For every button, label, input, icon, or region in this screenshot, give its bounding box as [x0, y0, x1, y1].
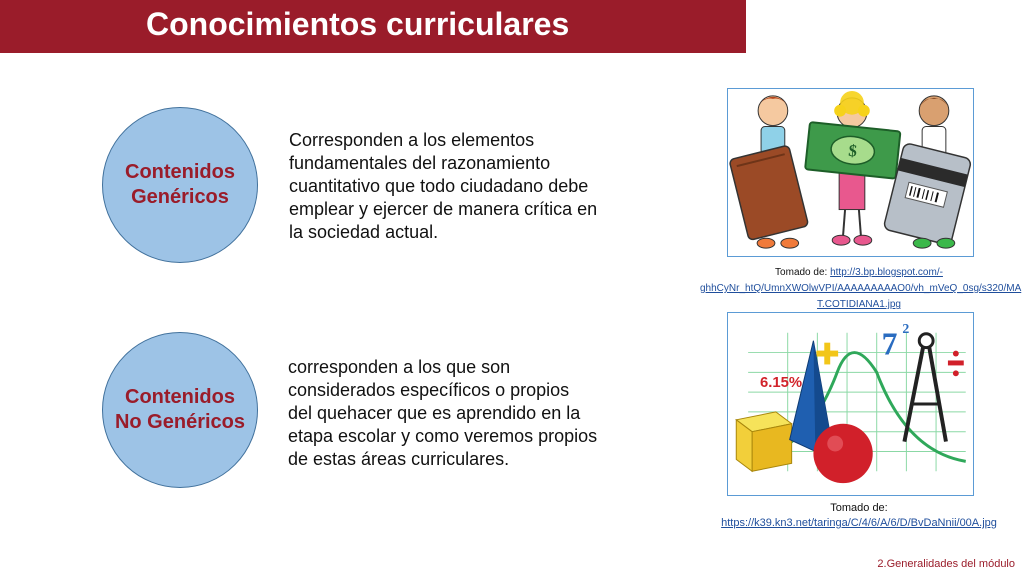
description-genericos: [289, 129, 597, 244]
text-line: etapa escolar y como veremos propios: [288, 426, 598, 446]
source-link[interactable]: https://k39.kn3.net/taringa/C/4/6/A/6/D/BvDaNnii/00A.jpg: [721, 517, 997, 529]
text-line: emplear y ejercer de manera crítica en: [289, 199, 598, 219]
caption-line: [700, 297, 1018, 313]
caption-line: [700, 516, 1018, 531]
percent-label: 6.15%: [759, 375, 803, 392]
source-link-line[interactable]: http://3.bp.blogspot.com/-: [830, 267, 943, 278]
source-link-line[interactable]: ghhCyNr_htQ/UmnXWOlwVPI/AAAAAAAAAO0/vh_mVeQ_0sg/s320/MA: [700, 283, 1022, 294]
exponent-label: 2: [902, 320, 910, 336]
description-no-genericos: [288, 356, 597, 471]
footer-module-label: 2.Generalidades del módulo: [877, 558, 1015, 570]
banknote-symbol: $: [847, 140, 858, 161]
text-line: corresponden a los que son: [288, 357, 511, 377]
caption-prefix: Tomado de:: [830, 502, 888, 514]
text-line: de estas áreas curriculares.: [288, 449, 510, 469]
math-shapes-illustration: [727, 312, 974, 496]
caption-line: [700, 281, 1022, 297]
slide-title: Conocimientos curriculares: [146, 6, 570, 42]
source-link-line[interactable]: T.COTIDIANA1.jpg: [817, 299, 901, 310]
text-line: la sociedad actual.: [289, 222, 439, 242]
math-shapes-drawing: [728, 313, 973, 495]
text-line: Corresponden a los elementos: [289, 130, 535, 150]
circle-label-line: Genéricos: [131, 186, 229, 208]
text-line: fundamentales del razonamiento: [289, 153, 551, 173]
kids-money-drawing: [728, 89, 973, 256]
circle-contenidos-no-genericos: [102, 332, 258, 488]
circle-contenidos-genericos: [102, 107, 258, 263]
circle-label-line: No Genéricos: [114, 411, 246, 433]
text-line: del quehacer que es aprendido en la: [288, 403, 581, 423]
seven-label: 7: [881, 326, 898, 362]
circle-label-line: Contenidos: [125, 161, 235, 183]
text-line: cuantitativo que todo ciudadano debe: [289, 176, 589, 196]
kids-money-illustration: [727, 88, 974, 257]
circle-label-line: Contenidos: [125, 386, 235, 408]
caption-prefix: Tomado de:: [775, 267, 828, 278]
caption-line: [700, 265, 1018, 281]
image-credit-2: [700, 501, 1018, 531]
image-credit-1: [700, 265, 1022, 313]
text-line: considerados específicos o propios: [288, 380, 570, 400]
